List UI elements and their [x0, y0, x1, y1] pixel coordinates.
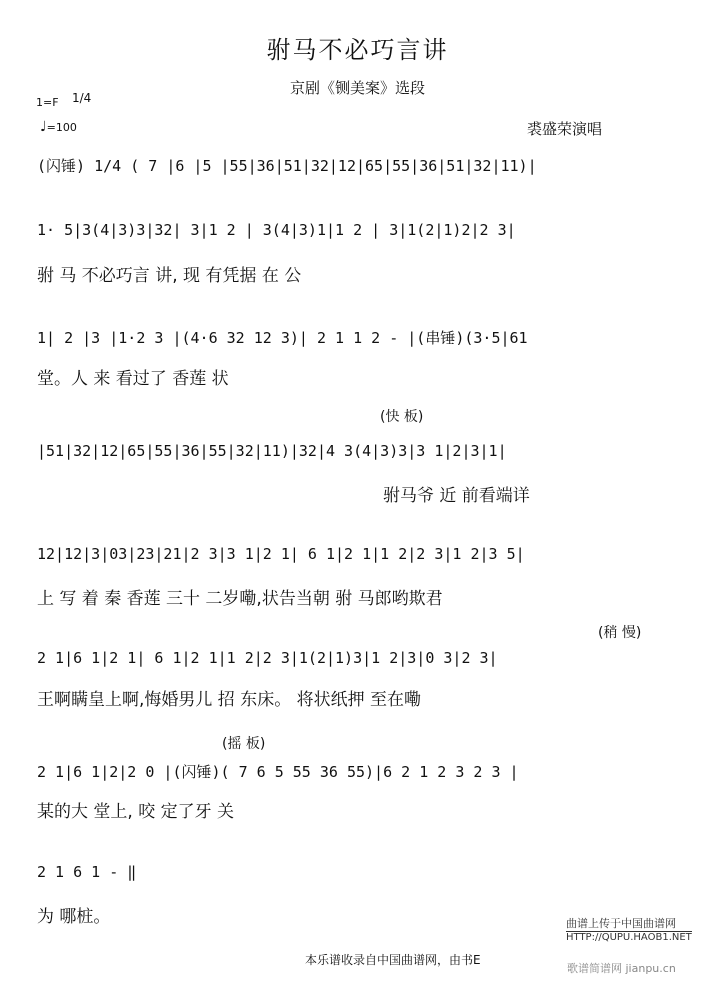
watermark-line-1: 曲谱上传于中国曲谱网 — [566, 915, 692, 932]
lyric-line-6: 王啊瞒皇上啊,悔婚男儿 招 东床。 将状纸押 至在嘞 — [37, 690, 422, 710]
lyric-line-5: 上 写 着 秦 香莲 三十 二岁嘞,状告当朝 驸 马郎哟欺君 — [37, 589, 443, 609]
page-subtitle: 京剧《铡美案》选段 — [289, 79, 425, 97]
lyric-line-8: 为 哪桩。 — [37, 907, 111, 927]
tempo-marker-fast: (快 板) — [380, 409, 424, 425]
notation-line-3: 1| 2 |3 |1·2 3 |(4·6 32 12 3)| 2 1 1 2 - |(串锤)(3·5|61 — [37, 329, 528, 347]
singer-credit: 裘盛荣演唱 — [527, 120, 603, 138]
upload-watermark — [566, 915, 692, 943]
lyric-line-2: 驸 马 不必巧言 讲, 现 有凭据 在 公 — [37, 266, 302, 286]
notation-line-1: (闪锤) 1/4 ( 7 |6 |5 |55|36|51|32|12|65|55|36|51|32|11)| — [37, 157, 537, 175]
page-title: 驸马不必巧言讲 — [266, 36, 449, 64]
lyric-line-4: 驸马爷 近 前看端详 — [383, 486, 530, 506]
notation-line-4: |51|32|12|65|55|36|55|32|11)|32|4 3(4|3)3|3 1|2|3|1| — [37, 442, 507, 460]
key-signature: 1=F — [36, 96, 59, 109]
tempo-marker-slower: (稍 慢) — [598, 625, 642, 641]
notation-line-5: 12|12|3|03|23|21|2 3|3 1|2 1| 6 1|2 1|1 2|2 3|1 2|3 5| — [37, 545, 525, 563]
watermark-line-2: HTTP://QUPU.HAOB1.NET — [566, 932, 692, 943]
lyric-line-7: 某的大 堂上, 咬 定了牙 关 — [37, 802, 235, 822]
quarter-note-icon: ♩ — [40, 119, 47, 135]
notation-line-8: 2 1 6 1 - ‖ — [37, 863, 137, 881]
time-signature: 1/4 — [72, 91, 92, 105]
lyric-line-3: 堂。人 来 看过了 香莲 状 — [37, 369, 229, 389]
notation-line-2: 1· 5|3(4|3)3|32| 3|1 2 | 3(4|3)1|1 2 | 3|1(2|1)2|2 3| — [37, 221, 516, 239]
notation-line-6: 2 1|6 1|2 1| 6 1|2 1|1 2|2 3|1(2|1)3|1 2|3|0 3|2 3| — [37, 649, 498, 667]
footer-note: 本乐谱收录自中国曲谱网，由书E — [305, 953, 481, 967]
tempo-marker-free: (摇 板) — [222, 736, 266, 752]
tempo-marking: ♩=100 — [40, 119, 77, 135]
site-watermark: 歌谱简谱网 jianpu.cn — [567, 962, 676, 975]
notation-line-7: 2 1|6 1|2|2 0 |(闪锤)( 7 6 5 55 36 55)|6 2 1 2 3 2 3 | — [37, 763, 519, 781]
